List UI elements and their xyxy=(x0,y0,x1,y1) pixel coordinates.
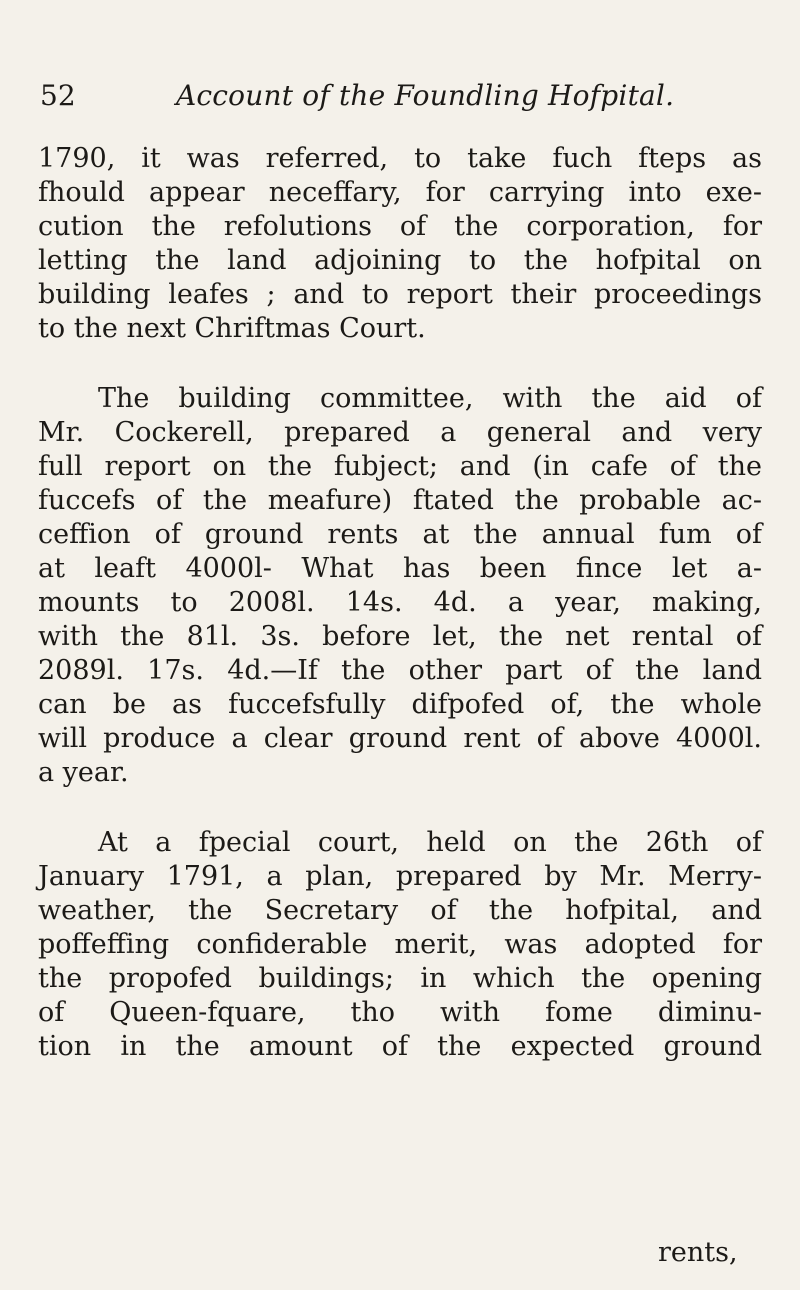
text-line: at leaft 4000l- What has been fince let a- xyxy=(38,553,762,584)
text-line: ceffion of ground rents at the annual fum of xyxy=(38,519,762,550)
text-line: The building committee, with the aid of xyxy=(98,383,762,414)
text-line: letting the land adjoining to the hofpital on xyxy=(38,245,762,276)
text-line: poffeffing confiderable merit, was adopted for xyxy=(38,929,762,960)
running-title: Account of the Foundling Hofpital. xyxy=(176,79,675,112)
paragraph-2 xyxy=(38,382,762,790)
text-line: a year. xyxy=(38,757,129,788)
text-line: Mr. Cockerell, prepared a general and very xyxy=(38,417,762,448)
text-line: January 1791, a plan, prepared by Mr. Merry- xyxy=(38,861,762,892)
text-line: of Queen-fquare, tho with fome diminu- xyxy=(38,997,762,1028)
text-line: weather, the Secretary of the hofpital, and xyxy=(38,895,762,926)
text-line: tion in the amount of the expected ground xyxy=(38,1031,762,1062)
body-text xyxy=(38,142,762,1100)
catchword: rents, xyxy=(658,1237,738,1268)
text-line: 2089l. 17s. 4d.—If the other part of the land xyxy=(38,655,762,686)
text-line: At a fpecial court, held on the 26th of xyxy=(98,827,762,858)
paragraph-1 xyxy=(38,142,762,346)
text-line: building leafes ; and to report their proceedings xyxy=(38,279,762,310)
text-line: will produce a clear ground rent of above 4000l. xyxy=(38,723,762,754)
text-line: with the 81l. 3s. before let, the net rental of xyxy=(38,621,762,652)
text-line: full report on the fubject; and (in cafe of the xyxy=(38,451,762,482)
page-number: 52 xyxy=(40,79,76,112)
text-line: cution the refolutions of the corporation, for xyxy=(38,211,762,242)
paragraph-3 xyxy=(38,826,762,1064)
text-line: to the next Chriftmas Court. xyxy=(38,313,426,344)
text-line: mounts to 2008l. 14s. 4d. a year, making, xyxy=(38,587,762,618)
text-line: fhould appear neceffary, for carrying into exe- xyxy=(38,177,762,208)
running-head xyxy=(40,76,760,116)
text-line: can be as fuccefsfully difpofed of, the whole xyxy=(38,689,762,720)
text-line: 1790, it was referred, to take fuch fteps as xyxy=(38,143,762,174)
text-line: fuccefs of the meafure) ftated the probable ac- xyxy=(38,485,762,516)
text-line: the propofed buildings; in which the opening xyxy=(38,963,762,994)
